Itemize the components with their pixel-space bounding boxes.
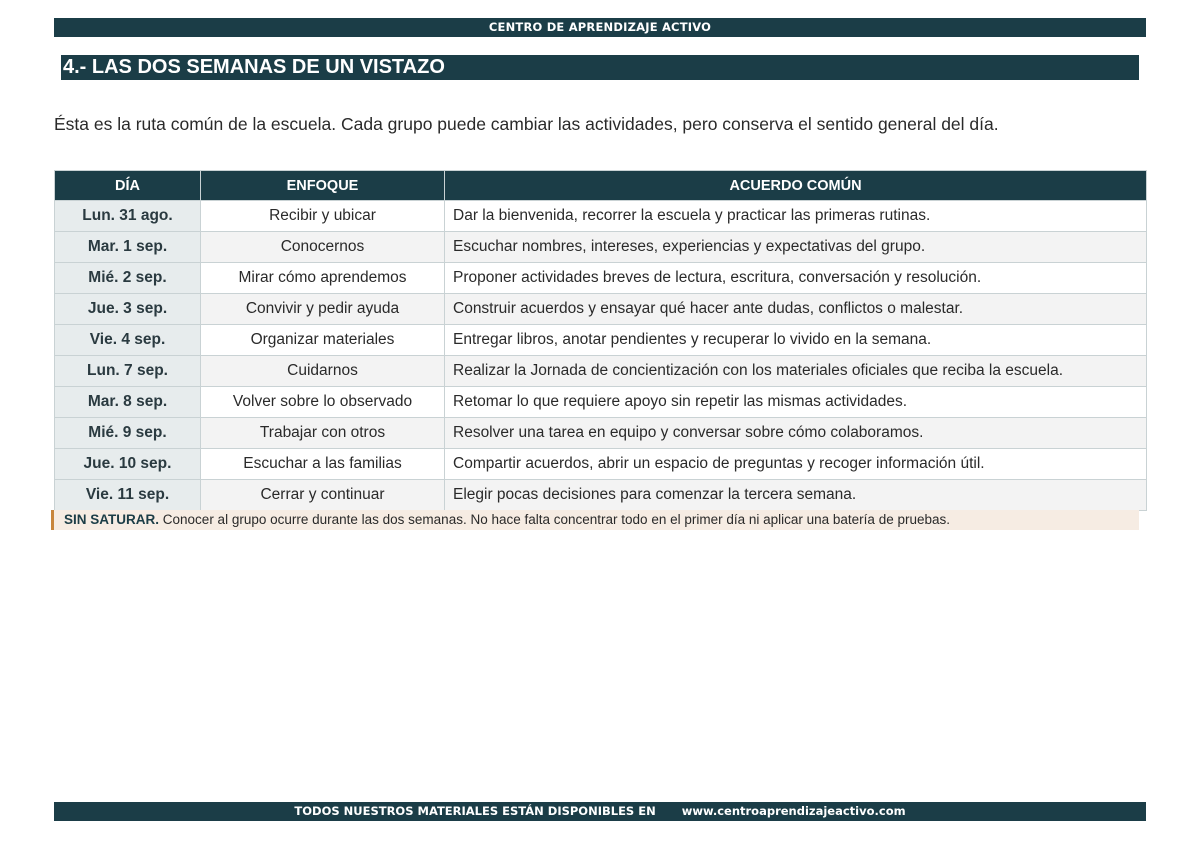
focus-cell: Recibir y ubicar — [201, 201, 445, 232]
table-row — [55, 263, 1147, 294]
note-callout — [51, 510, 1139, 530]
column-header-day: DÍA — [55, 171, 201, 201]
focus-cell: Convivir y pedir ayuda — [201, 294, 445, 325]
agreement-cell: Entregar libros, anotar pendientes y recuperar lo vivido en la semana. — [445, 325, 1147, 356]
focus-cell: Volver sobre lo observado — [201, 387, 445, 418]
table-row — [55, 356, 1147, 387]
focus-cell: Cerrar y continuar — [201, 480, 445, 511]
focus-cell: Mirar cómo aprendemos — [201, 263, 445, 294]
table-row — [55, 232, 1147, 263]
two-weeks-table — [54, 170, 1147, 511]
agreement-cell: Construir acuerdos y ensayar qué hacer ante dudas, conflictos o malestar. — [445, 294, 1147, 325]
footer-url-link[interactable]: www.centroaprendizajeactivo.com — [681, 804, 906, 818]
agreement-cell: Realizar la Jornada de concientización con los materiales oficiales que reciba la escuela. — [445, 356, 1147, 387]
header-band: CENTRO DE APRENDIZAJE ACTIVO — [54, 18, 1146, 37]
column-header-agreement: ACUERDO COMÚN — [445, 171, 1147, 201]
agreement-cell: Elegir pocas decisiones para comenzar la tercera semana. — [445, 480, 1147, 511]
day-cell: Mar. 1 sep. — [55, 232, 201, 263]
agreement-cell: Proponer actividades breves de lectura, escritura, conversación y resolución. — [445, 263, 1147, 294]
day-cell: Jue. 3 sep. — [55, 294, 201, 325]
footer-text: TODOS NUESTROS MATERIALES ESTÁN DISPONIBLES EN — [294, 804, 656, 818]
day-cell: Lun. 7 sep. — [55, 356, 201, 387]
note-text: Conocer al grupo ocurre durante las dos semanas. No hace falta concentrar todo en el primer día ni aplicar una batería de pruebas. — [162, 512, 950, 527]
day-cell: Jue. 10 sep. — [55, 449, 201, 480]
table-row — [55, 201, 1147, 232]
table-row — [55, 480, 1147, 511]
day-cell: Vie. 4 sep. — [55, 325, 201, 356]
table-row — [55, 449, 1147, 480]
intro-paragraph: Ésta es la ruta común de la escuela. Cada grupo puede cambiar las actividades, pero conserva el sentido general del día. — [54, 114, 999, 134]
focus-cell: Cuidarnos — [201, 356, 445, 387]
focus-cell: Escuchar a las familias — [201, 449, 445, 480]
day-cell: Vie. 11 sep. — [55, 480, 201, 511]
day-cell: Lun. 31 ago. — [55, 201, 201, 232]
table-row — [55, 418, 1147, 449]
agreement-cell: Resolver una tarea en equipo y conversar sobre cómo colaboramos. — [445, 418, 1147, 449]
agreement-cell: Dar la bienvenida, recorrer la escuela y practicar las primeras rutinas. — [445, 201, 1147, 232]
table-header-row — [55, 171, 1147, 201]
agreement-cell: Retomar lo que requiere apoyo sin repetir las mismas actividades. — [445, 387, 1147, 418]
footer-band — [54, 802, 1146, 821]
day-cell: Mié. 9 sep. — [55, 418, 201, 449]
agreement-cell: Compartir acuerdos, abrir un espacio de preguntas y recoger información útil. — [445, 449, 1147, 480]
table-row — [55, 325, 1147, 356]
day-cell: Mié. 2 sep. — [55, 263, 201, 294]
agreement-cell: Escuchar nombres, intereses, experiencias y expectativas del grupo. — [445, 232, 1147, 263]
focus-cell: Conocernos — [201, 232, 445, 263]
table-row — [55, 387, 1147, 418]
table-row — [55, 294, 1147, 325]
section-title: 4.- LAS DOS SEMANAS DE UN VISTAZO — [61, 55, 1139, 80]
focus-cell: Trabajar con otros — [201, 418, 445, 449]
column-header-focus: ENFOQUE — [201, 171, 445, 201]
focus-cell: Organizar materiales — [201, 325, 445, 356]
day-cell: Mar. 8 sep. — [55, 387, 201, 418]
note-label: SIN SATURAR. — [64, 512, 160, 527]
